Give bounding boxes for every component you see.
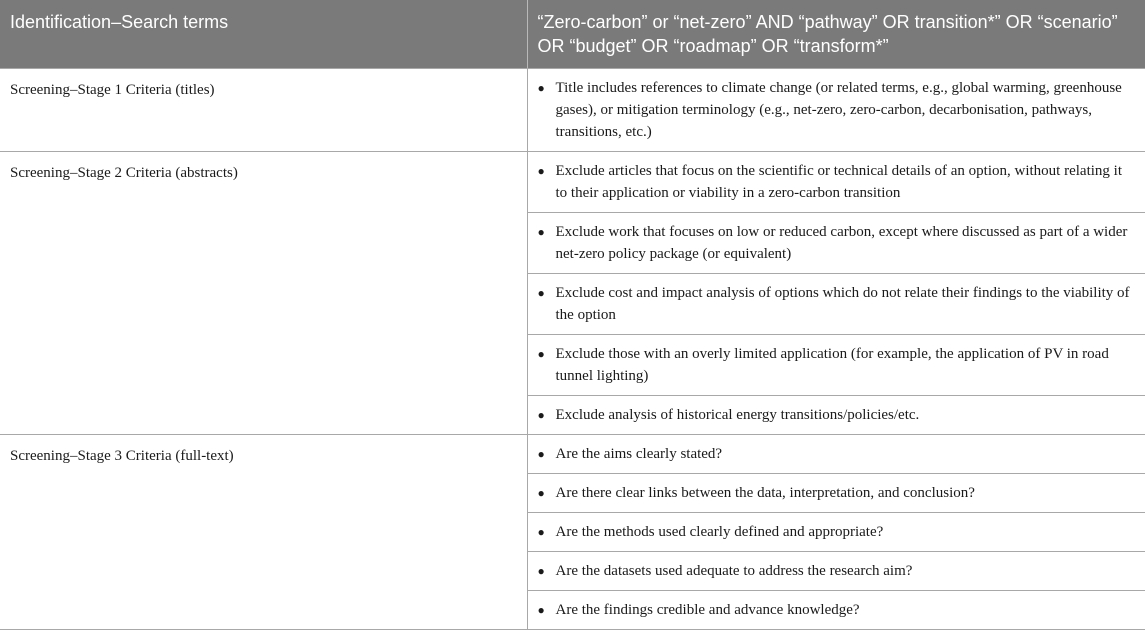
table-row xyxy=(0,152,1145,213)
criteria-text: Are the methods used clearly defined and appropriate? xyxy=(555,524,884,540)
table-row xyxy=(0,435,1145,474)
criteria-item xyxy=(527,513,1145,552)
criteria-text: Exclude cost and impact analysis of options which do not relate their findings to the viability of the option xyxy=(555,285,1130,323)
criteria-item xyxy=(527,213,1145,274)
bullet-icon: ● xyxy=(537,447,545,461)
header-search-terms: “Zero-carbon” or “net-zero” AND “pathway” OR transition*” OR “scenario” OR “budget” OR “roadmap” OR “transform*” xyxy=(527,0,1145,69)
header-row xyxy=(0,0,1145,69)
stage-2-label: Screening–Stage 2 Criteria (abstracts) xyxy=(0,152,527,435)
bullet-icon: ● xyxy=(537,225,545,239)
criteria-item xyxy=(527,396,1145,435)
criteria-text: Exclude articles that focus on the scientific or technical details of an option, without relating it to their application or viability in a zero-carbon transition xyxy=(555,163,1122,201)
bullet-icon: ● xyxy=(537,408,545,422)
criteria-text: Exclude those with an overly limited application (for example, the application of PV in road tunnel lighting) xyxy=(555,346,1109,384)
criteria-item xyxy=(527,152,1145,213)
header-identification: Identification–Search terms xyxy=(0,0,527,69)
criteria-text: Exclude analysis of historical energy transitions/policies/etc. xyxy=(555,407,920,423)
criteria-text: Title includes references to climate change (or related terms, e.g., global warming, greenhouse gases), or mitigation terminology (e.g., net-zero, zero-carbon, decarbonisation, pathways, transitions, etc.) xyxy=(555,80,1122,140)
criteria-text: Are the datasets used adequate to address the research aim? xyxy=(555,563,913,579)
table-row xyxy=(0,69,1145,152)
criteria-item xyxy=(527,274,1145,335)
criteria-item xyxy=(527,335,1145,396)
criteria-item xyxy=(527,591,1145,630)
bullet-icon: ● xyxy=(537,603,545,617)
bullet-icon: ● xyxy=(537,286,545,300)
stage-1-label: Screening–Stage 1 Criteria (titles) xyxy=(0,69,527,152)
criteria-item xyxy=(527,552,1145,591)
criteria-text: Are the findings credible and advance knowledge? xyxy=(555,602,860,618)
criteria-item xyxy=(527,474,1145,513)
criteria-text: Are there clear links between the data, interpretation, and conclusion? xyxy=(555,485,975,501)
bullet-icon: ● xyxy=(537,486,545,500)
bullet-icon: ● xyxy=(537,525,545,539)
bullet-icon: ● xyxy=(537,81,545,95)
criteria-text: Are the aims clearly stated? xyxy=(555,446,723,462)
bullet-icon: ● xyxy=(537,564,545,578)
criteria-text: Exclude work that focuses on low or reduced carbon, except where discussed as part of a wider net-zero policy package (or equivalent) xyxy=(555,224,1128,262)
stage-3-label: Screening–Stage 3 Criteria (full-text) xyxy=(0,435,527,630)
criteria-item xyxy=(527,435,1145,474)
bullet-icon: ● xyxy=(537,164,545,178)
bullet-icon: ● xyxy=(537,347,545,361)
criteria-item xyxy=(527,69,1145,152)
